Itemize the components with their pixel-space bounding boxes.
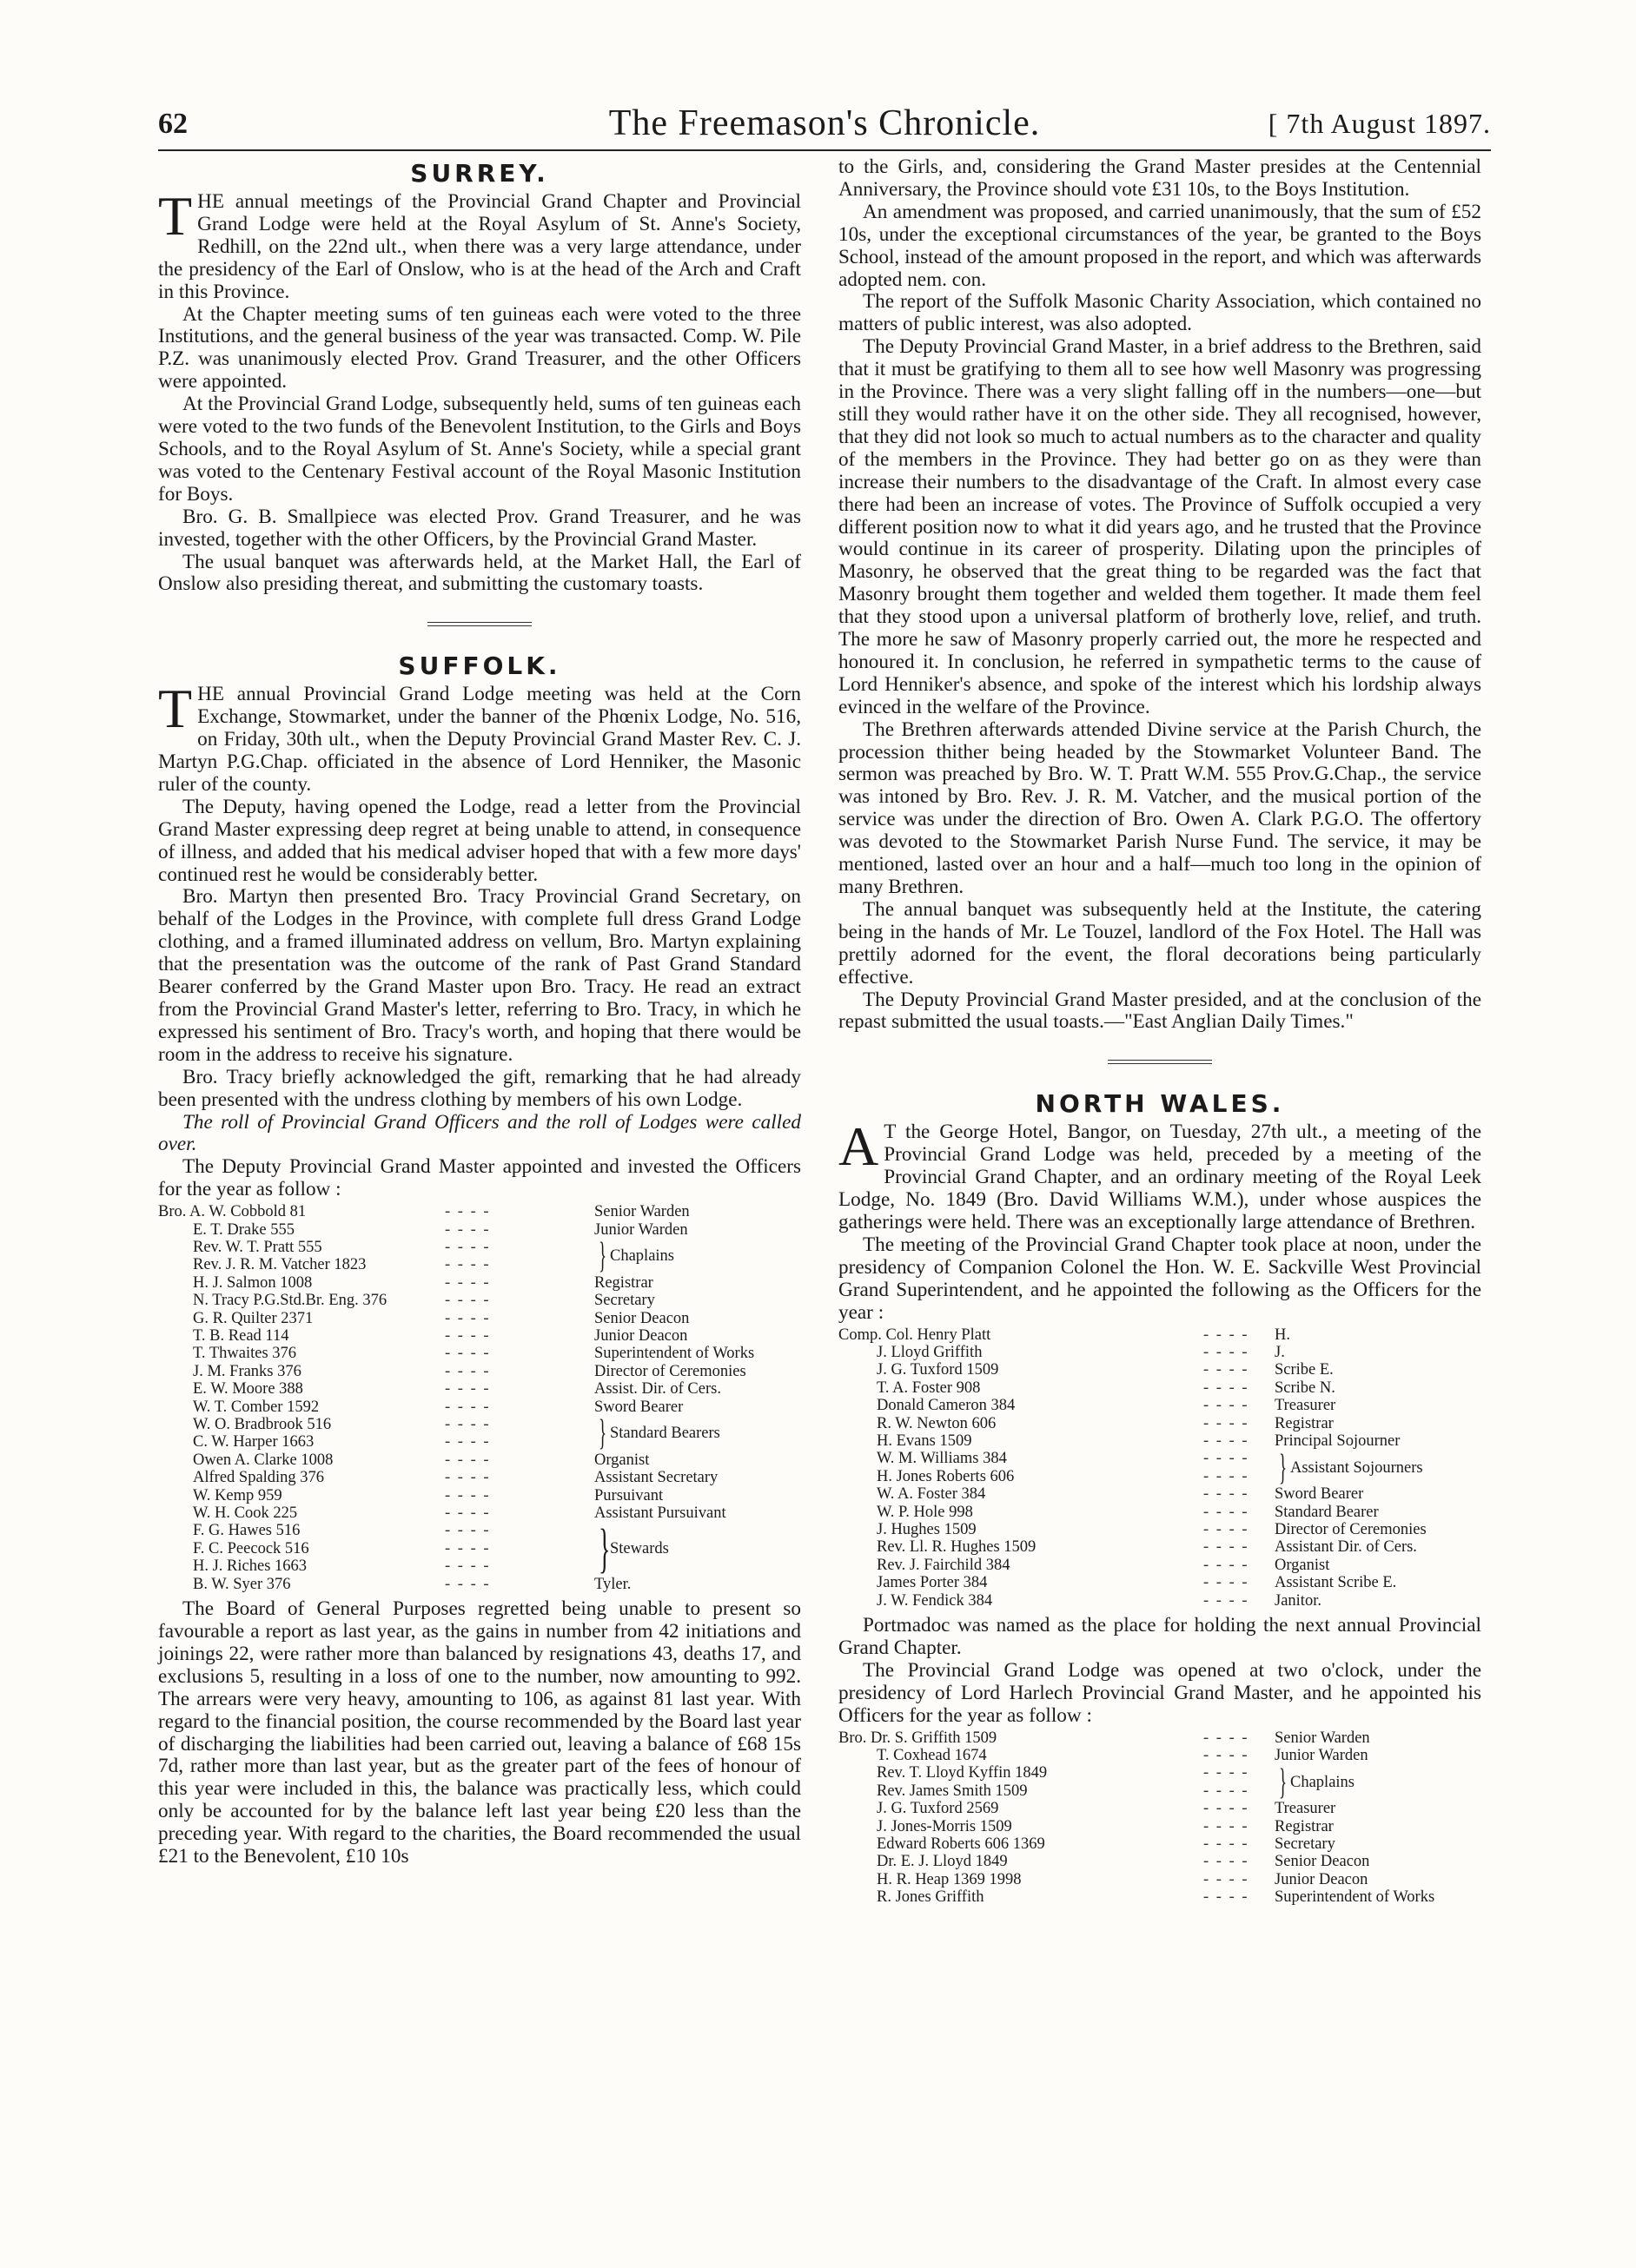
- drop-cap: T: [158, 185, 193, 247]
- officer-name: Rev. Ll. R. Hughes 1509: [877, 1538, 1037, 1557]
- suffolk-paragraph: The Deputy Provincial Grand Master presided, and at the conclusion of the repast submitted the usual toasts.—"East Anglian Daily Times.": [838, 988, 1481, 1034]
- leader-dots: - - - -: [1203, 1414, 1249, 1432]
- chapter-officer-list: [838, 1326, 1481, 1610]
- leader-dots: - - - -: [445, 1398, 491, 1416]
- officer-office: Chaplains: [1290, 1773, 1355, 1791]
- suffolk-paragraph: The Deputy, having opened the Lodge, read a letter from the Provincial Grand Master expressing deep regret at being unable to attend, in consequence of illness, and added that his medical adviser hoped that with a few more days' continued rest he would be considerably better.: [158, 795, 801, 886]
- officer-name: T. B. Read 114: [193, 1327, 289, 1345]
- officer-office: Assistant Secretary: [594, 1469, 719, 1487]
- officer-name: F. G. Hawes 516: [193, 1522, 301, 1540]
- leader-dots: - - - -: [445, 1327, 491, 1345]
- officer-row: [838, 1344, 1481, 1361]
- officer-office: Junior Deacon: [594, 1327, 688, 1345]
- officer-name: Comp. Col. Henry Platt: [838, 1326, 991, 1344]
- officer-name: James Porter 384: [877, 1574, 988, 1592]
- officer-row: [838, 1818, 1481, 1835]
- leader-dots: - - - -: [445, 1203, 491, 1221]
- leader-dots: - - - -: [1203, 1538, 1249, 1557]
- officer-office: Senior Warden: [594, 1203, 690, 1221]
- north-wales-heading: NORTH WALES.: [1035, 1089, 1285, 1119]
- brace-glyph: }: [598, 1236, 607, 1277]
- publication-title: The Freemason's Chronicle.: [608, 103, 1041, 143]
- paragraph-text: T the George Hotel, Bangor, on Tuesday, 27th ult., a meeting of the Provincial Grand Lodge was held, preceded by a meeting of the Provincial Grand Chapter, and an ordinary meeting of the Royal Leek Lodge, No. 1849 (Bro. David Williams W.M.), under whose auspices the gatherings were held. There was an exceptionally large attendance of Brethren.: [838, 1121, 1481, 1233]
- officer-name: Bro. A. W. Cobbold 81: [158, 1203, 307, 1221]
- officer-row: [838, 1871, 1481, 1888]
- leader-dots: - - - -: [1203, 1485, 1249, 1504]
- officer-group-chaplains: [838, 1764, 1481, 1800]
- officer-row: [158, 1487, 801, 1504]
- officer-name: J. Lloyd Griffith: [877, 1343, 983, 1361]
- officer-row: [838, 1521, 1481, 1538]
- officer-row: [838, 1888, 1481, 1906]
- officer-name: Edward Roberts 606 1369: [877, 1835, 1045, 1853]
- suffolk-paragraph: The Deputy Provincial Grand Master, in a brief address to the Brethren, said that it must be gratifying to them all to see how well Masonry was progressing in the Province. There was a very slight falling off in the numbers—one—but still they would rather have it on the other side. They all recognised, however, that they did not look so much to actual numbers as to the character and quality of the members in the Province. They had better go on as they were than increase their numbers to the disadvantage of the Craft. In almost every case there had been an increase of votes. The Province of Suffolk occupied a very different position now to what it did years ago, and he trusted that the Province would continue in its career of prosperity. Dilating upon the principles of Masonry, he observed that the great thing to be regarded was the fact that Masonry brought them together and welded them together. It made them feel that they stood upon a universal platform of brotherly love, relief, and truth. The more he saw of Masonry properly carried out, the more he respected and honoured it. In conclusion, he referred in sympathetic terms to the cause of Lord Henniker's absence, and spoke of the interest which his lordship always evinced in the welfare of the Province.: [838, 335, 1481, 718]
- officer-row: [838, 1504, 1481, 1521]
- officer-row: [158, 1380, 801, 1398]
- suffolk-paragraph: The Board of General Purposes regretted being unable to present so favourable a report as last year, as the gains in number from 42 initiations and joinings 22, were rather more than balanced by resignations 43, deaths 17, and exclusions 5, resulting in a loss of one to the number, now amounting to 992. The arrears were very heavy, amounting to 106, as against 81 last year. With regard to the financial position, the course recommended by the Board last year of discharging the liabilities had been carried out, leaving a balance of £68 15s 7d, rather more than last year, but as the greater part of the fees of honour of this year were included in this, the balance was practically less, which could only be accounted for by the balance left last year being £20 less than the preceding year. With regard to the charities, the Board recommended the usual £21 to the Benevolent, £10 10s: [158, 1597, 801, 1868]
- officer-office: Treasurer: [1275, 1397, 1336, 1415]
- officer-name: E. T. Drake 555: [193, 1220, 295, 1239]
- leader-dots: - - - -: [1203, 1467, 1249, 1485]
- officer-office: Secretary: [1275, 1835, 1335, 1853]
- officer-name: B. W. Syer 376: [193, 1575, 291, 1593]
- officer-name: R. Jones Griffith: [877, 1888, 984, 1907]
- officer-row: [838, 1835, 1481, 1853]
- drop-cap: A: [838, 1115, 879, 1178]
- suffolk-officer-list: [158, 1203, 801, 1593]
- leader-dots: - - - -: [1203, 1853, 1249, 1871]
- officer-name: J. G. Tuxford 1509: [877, 1361, 999, 1379]
- officer-row: [838, 1326, 1481, 1344]
- leader-dots: - - - -: [1203, 1397, 1249, 1415]
- leader-dots: - - - -: [445, 1575, 491, 1593]
- leader-dots: - - - -: [1203, 1503, 1249, 1521]
- officer-row: [838, 1397, 1481, 1414]
- leader-dots: - - - -: [1203, 1729, 1249, 1747]
- officer-office: Tyler.: [594, 1575, 632, 1593]
- officer-name: J. Hughes 1509: [877, 1520, 977, 1538]
- officer-name: G. R. Quilter 2371: [193, 1309, 314, 1327]
- officer-row: [158, 1327, 801, 1345]
- issue-date: [ 7th August 1897.: [1268, 108, 1491, 139]
- officer-office: J.: [1275, 1343, 1285, 1361]
- leader-dots: - - - -: [445, 1273, 491, 1292]
- suffolk-paragraph: An amendment was proposed, and carried unanimously, that the sum of £52 10s, under the exceptional circumstances of the year, be granted to the Boys School, instead of the amount proposed in the report, and which was afterwards adopted nem. con.: [838, 200, 1481, 291]
- surrey-paragraph: Bro. G. B. Smallpiece was elected Prov. Grand Treasurer, and he was invested, together with the other Officers, by the Provincial Grand Master.: [158, 505, 801, 551]
- officer-office: Superintendent of Works: [1275, 1888, 1435, 1907]
- north-wales-paragraph: [838, 1115, 1481, 1234]
- leader-dots: - - - -: [445, 1292, 491, 1310]
- officer-name: H. R. Heap 1369 1998: [877, 1870, 1022, 1888]
- officer-group-assistant-sojourners: [838, 1447, 1481, 1488]
- officer-group-standard-bearers: [158, 1413, 801, 1454]
- officer-office: Registrar: [1275, 1414, 1334, 1432]
- suffolk-paragraph: The roll of Provincial Grand Officers and the roll of Lodges were called over.: [158, 1110, 801, 1156]
- officer-row: [158, 1274, 801, 1292]
- officer-row: [838, 1574, 1481, 1591]
- officer-name: N. Tracy P.G.Std.Br. Eng. 376: [193, 1292, 387, 1310]
- officer-name: W. A. Foster 384: [877, 1485, 986, 1504]
- suffolk-paragraph: The Brethren afterwards attended Divine service at the Parish Church, the procession thither being headed by the Stowmarket Volunteer Band. The sermon was preached by Bro. W. T. Pratt W.M. 555 Prov.G.Chap., the service was intoned by Bro. Rev. J. R. M. Vatcher, and the musical portion of the service was under the direction of Bro. Owen A. Clark P.G.O. The offertory was devoted to the Stowmarket Parish Nurse Fund. The service, it may be mentioned, lasted over an hour and a half—much too long in the opinion of many Brethren.: [838, 717, 1481, 898]
- leader-dots: - - - -: [445, 1362, 491, 1380]
- officer-name: Rev. J. Fairchild 384: [877, 1556, 1010, 1574]
- leader-dots: - - - -: [1203, 1746, 1249, 1764]
- leader-dots: - - - -: [1203, 1556, 1249, 1574]
- officer-office: Chaplains: [610, 1247, 674, 1266]
- officer-office: Assistant Dir. of Cers.: [1275, 1538, 1417, 1557]
- officer-name: Owen A. Clarke 1008: [193, 1451, 334, 1469]
- leader-dots: - - - -: [445, 1522, 491, 1540]
- page-number: 62: [158, 108, 188, 140]
- officer-row: [838, 1379, 1481, 1397]
- officer-name: T. Coxhead 1674: [877, 1746, 987, 1764]
- officer-name: Dr. E. J. Lloyd 1849: [877, 1853, 1008, 1871]
- officer-name: H. J. Salmon 1008: [193, 1273, 313, 1292]
- suffolk-paragraph: The report of the Suffolk Masonic Charity Association, which contained no matters of public interest, was also adopted.: [838, 290, 1481, 336]
- officer-office: Registrar: [594, 1273, 653, 1292]
- officer-row: [158, 1345, 801, 1362]
- officer-office: Janitor.: [1275, 1591, 1321, 1610]
- officer-office: Treasurer: [1275, 1800, 1336, 1818]
- surrey-heading: SURREY.: [410, 159, 549, 188]
- officer-office: Principal Sojourner: [1275, 1432, 1401, 1450]
- officer-row: [158, 1310, 801, 1327]
- leader-dots: - - - -: [1203, 1361, 1249, 1379]
- officer-row: [838, 1538, 1481, 1556]
- suffolk-paragraph: The annual banquet was subsequently held at the Institute, the catering being in the hands of Mr. Le Touzel, landlord of the Fox Hotel. The Hall was prettily adorned for the event, the floral decorations being particularly effective.: [838, 897, 1481, 989]
- officer-row: [838, 1747, 1481, 1764]
- surrey-paragraph: At the Provincial Grand Lodge, subsequently held, sums of ten guineas each were voted to the two funds of the Benevolent Institution, to the Girls and Boys Schools, and to the Royal Asylum of St. Anne's Society, while a special grant was voted to the Centenary Festival account of the Royal Masonic Institution for Boys.: [158, 393, 801, 506]
- officer-office: Assistant Scribe E.: [1275, 1574, 1397, 1592]
- surrey-paragraph: [158, 185, 801, 304]
- officer-row: [838, 1415, 1481, 1432]
- officer-name: Donald Cameron 384: [877, 1397, 1016, 1415]
- officer-office: Director of Ceremonies: [1275, 1520, 1427, 1538]
- brace-glyph: }: [1278, 1762, 1288, 1802]
- lodge-officer-list: [838, 1729, 1481, 1907]
- suffolk-paragraph: The Deputy Provincial Grand Master appointed and invested the Officers for the year as follow :: [158, 1155, 801, 1201]
- officer-row: [158, 1451, 801, 1469]
- north-wales-paragraph: The meeting of the Provincial Grand Chapter took place at noon, under the presidency of Companion Colonel the Hon. W. E. Sackville West Provincial Grand Superintendent, and he appointed the following as the Officers for the year :: [838, 1233, 1481, 1324]
- leader-dots: - - - -: [1203, 1432, 1249, 1450]
- suffolk-paragraph: to the Girls, and, considering the Grand Master presides at the Centennial Anniversary, the Province should vote £31 10s, to the Boys Institution.: [838, 155, 1481, 201]
- officer-name: W. T. Comber 1592: [193, 1398, 320, 1416]
- officer-name: Rev. T. Lloyd Kyffin 1849: [877, 1764, 1048, 1782]
- officer-office: Standard Bearer: [1275, 1503, 1379, 1521]
- officer-name: R. W. Newton 606: [877, 1414, 997, 1432]
- officer-group-chaplains: [158, 1236, 801, 1277]
- masthead-rule: [158, 149, 1491, 151]
- masthead: [158, 102, 1491, 144]
- leader-dots: - - - -: [445, 1238, 491, 1256]
- leader-dots: - - - -: [1203, 1343, 1249, 1361]
- officer-name: H. Jones Roberts 606: [877, 1467, 1015, 1485]
- officer-office: Junior Warden: [594, 1220, 688, 1239]
- officer-office: Sword Bearer: [594, 1398, 684, 1416]
- surrey-paragraph: The usual banquet was afterwards held, at the Market Hall, the Earl of Onslow also presiding thereat, and submitting the customary toasts.: [158, 550, 801, 596]
- officer-row: [158, 1504, 801, 1522]
- officer-row: [838, 1485, 1481, 1503]
- officer-office: Scribe N.: [1275, 1379, 1335, 1397]
- officer-row: [838, 1592, 1481, 1610]
- officer-office: Registrar: [1275, 1817, 1334, 1835]
- paragraph-text: HE annual meetings of the Provincial Grand Chapter and Provincial Grand Lodge were held at the Royal Asylum of St. Anne's Society, Redhill, on the 22nd ult., when there was a very large attendance, under the presidency of the Earl of Onslow, who is at the head of the Arch and Craft in this Province.: [158, 190, 801, 303]
- officer-row: [838, 1800, 1481, 1817]
- leader-dots: - - - -: [445, 1469, 491, 1487]
- officer-name: Rev. James Smith 1509: [877, 1782, 1028, 1800]
- officer-row: [158, 1292, 801, 1309]
- officer-row: [158, 1203, 801, 1220]
- officer-office: Secretary: [594, 1292, 655, 1310]
- officer-office: H.: [1275, 1326, 1290, 1344]
- leader-dots: - - - -: [445, 1380, 491, 1398]
- officer-name: J. G. Tuxford 2569: [877, 1800, 999, 1818]
- officer-office: Senior Deacon: [594, 1309, 690, 1327]
- suffolk-paragraph: Bro. Martyn then presented Bro. Tracy Provincial Grand Secretary, on behalf of the Lodges in the Province, with complete full dress Grand Lodge clothing, and a framed illuminated address on vellum, Bro. Martyn explaining that the presentation was the outcome of the rank of Past Grand Standard Bearer conferred by the Grand Master upon Bro. Tracy. He read an extract from the Provincial Grand Master's letter, referring to Bro. Tracy, in which he expressed his sentiment of Bro. Tracy's worth, and hoping that there would be room in the address to receive his signature.: [158, 885, 801, 1066]
- leader-dots: - - - -: [1203, 1379, 1249, 1397]
- officer-name: W. O. Bradbrook 516: [193, 1416, 332, 1434]
- leader-dots: - - - -: [1203, 1574, 1249, 1592]
- brace-glyph: }: [598, 1413, 607, 1454]
- officer-office: Superintendent of Works: [594, 1345, 755, 1363]
- officer-row: [158, 1398, 801, 1416]
- officer-row: [838, 1432, 1481, 1450]
- officer-name: Alfred Spalding 376: [193, 1469, 325, 1487]
- leader-dots: - - - -: [445, 1433, 491, 1451]
- officer-row: [838, 1853, 1481, 1870]
- leader-dots: - - - -: [1203, 1888, 1249, 1907]
- officer-name: Bro. Dr. S. Griffith 1509: [838, 1729, 997, 1747]
- officer-row: [838, 1729, 1481, 1747]
- leader-dots: - - - -: [445, 1345, 491, 1363]
- officer-name: W. Kemp 959: [193, 1486, 282, 1504]
- officer-office: Organist: [1275, 1556, 1330, 1574]
- officer-office: Standard Bearers: [610, 1425, 720, 1443]
- leader-dots: - - - -: [445, 1486, 491, 1504]
- leader-dots: - - - -: [445, 1256, 491, 1274]
- leader-dots: - - - -: [1203, 1835, 1249, 1853]
- officer-row: [158, 1469, 801, 1486]
- leader-dots: - - - -: [1203, 1782, 1249, 1800]
- leader-dots: - - - -: [445, 1416, 491, 1434]
- officer-name: H. J. Riches 1663: [193, 1557, 308, 1576]
- leader-dots: - - - -: [1203, 1817, 1249, 1835]
- officer-office: Stewards: [610, 1539, 669, 1557]
- officer-name: J. W. Fendick 384: [877, 1591, 993, 1610]
- leader-dots: - - - -: [1203, 1591, 1249, 1610]
- officer-name: W. M. Williams 384: [877, 1450, 1007, 1468]
- officer-office: Senior Deacon: [1275, 1853, 1370, 1871]
- north-wales-paragraph: The Provincial Grand Lodge was opened at two o'clock, under the presidency of Lord Harlech Provincial Grand Master, and he appointed his Officers for the year as follow :: [838, 1658, 1481, 1727]
- officer-office: Junior Deacon: [1275, 1870, 1368, 1888]
- officer-name: W. H. Cook 225: [193, 1504, 298, 1523]
- surrey-paragraph: At the Chapter meeting sums of ten guineas each were voted to the three Institutions, and the general business of the year was transacted. Comp. W. Pile P.Z. was unanimously elected Prov. Grand Treasurer, and the other Officers were appointed.: [158, 302, 801, 393]
- suffolk-heading: SUFFOLK.: [398, 651, 561, 681]
- leader-dots: - - - -: [1203, 1800, 1249, 1818]
- officer-name: H. Evans 1509: [877, 1432, 972, 1450]
- right-column: [838, 156, 1481, 1912]
- officer-office: Organist: [594, 1451, 650, 1469]
- officer-group-stewards: [158, 1519, 801, 1579]
- officer-name: T. Thwaites 376: [193, 1345, 297, 1363]
- officer-name: J. M. Franks 376: [193, 1362, 301, 1380]
- brace-glyph: }: [1278, 1447, 1288, 1488]
- officer-name: W. P. Hole 998: [877, 1503, 973, 1521]
- officer-office: Pursuivant: [594, 1486, 664, 1504]
- officer-office: Senior Warden: [1275, 1729, 1370, 1747]
- officer-name: C. W. Harper 1663: [193, 1433, 315, 1451]
- officer-row: [158, 1576, 801, 1593]
- leader-dots: - - - -: [445, 1309, 491, 1327]
- officer-name: Rev. J. R. M. Vatcher 1823: [193, 1256, 367, 1274]
- leader-dots: - - - -: [1203, 1326, 1249, 1344]
- officer-office: Junior Warden: [1275, 1746, 1368, 1764]
- leader-dots: - - - -: [445, 1451, 491, 1469]
- officer-name: E. W. Moore 388: [193, 1380, 303, 1398]
- officer-office: Scribe E.: [1275, 1361, 1334, 1379]
- paragraph-text: HE annual Provincial Grand Lodge meeting was held at the Corn Exchange, Stowmarket, under the banner of the Phœnix Lodge, No. 516, on Friday, 30th ult., when the Deputy Provincial Grand Master Rev. C. J. Martyn P.G.Chap. officiated in the absence of Lord Henniker, the Masonic ruler of the county.: [158, 683, 801, 796]
- officer-row: [838, 1361, 1481, 1379]
- north-wales-paragraph: Portmadoc was named as the place for holding the next annual Provincial Grand Chapter.: [838, 1614, 1481, 1659]
- officer-row: [838, 1557, 1481, 1574]
- leader-dots: - - - -: [445, 1220, 491, 1239]
- officer-row: [158, 1363, 801, 1380]
- brace-glyph: }: [598, 1519, 611, 1579]
- officer-office: Assist. Dir. of Cers.: [594, 1380, 721, 1398]
- leader-dots: - - - -: [1203, 1870, 1249, 1888]
- leader-dots: - - - -: [1203, 1450, 1249, 1468]
- officer-name: T. A. Foster 908: [877, 1379, 981, 1397]
- drop-cap: T: [158, 678, 193, 740]
- officer-office: Sword Bearer: [1275, 1485, 1364, 1504]
- suffolk-paragraph: Bro. Tracy briefly acknowledged the gift, remarking that he had already been presented with the undress clothing by members of his own Lodge.: [158, 1065, 801, 1111]
- officer-office: Assistant Sojourners: [1290, 1458, 1423, 1477]
- officer-name: J. Jones-Morris 1509: [877, 1817, 1012, 1835]
- officer-name: F. C. Peecock 516: [193, 1539, 309, 1557]
- leader-dots: - - - -: [445, 1557, 491, 1576]
- officer-office: Director of Ceremonies: [594, 1362, 746, 1380]
- leader-dots: - - - -: [445, 1504, 491, 1523]
- leader-dots: - - - -: [445, 1539, 491, 1557]
- suffolk-paragraph: [158, 678, 801, 797]
- section-divider: [1108, 1060, 1212, 1064]
- officer-name: Rev. W. T. Pratt 555: [193, 1238, 322, 1256]
- section-divider: [427, 622, 532, 626]
- leader-dots: - - - -: [1203, 1520, 1249, 1538]
- leader-dots: - - - -: [1203, 1764, 1249, 1782]
- left-column: [158, 156, 801, 1868]
- officer-row: [158, 1221, 801, 1239]
- officer-office: Assistant Pursuivant: [594, 1504, 726, 1523]
